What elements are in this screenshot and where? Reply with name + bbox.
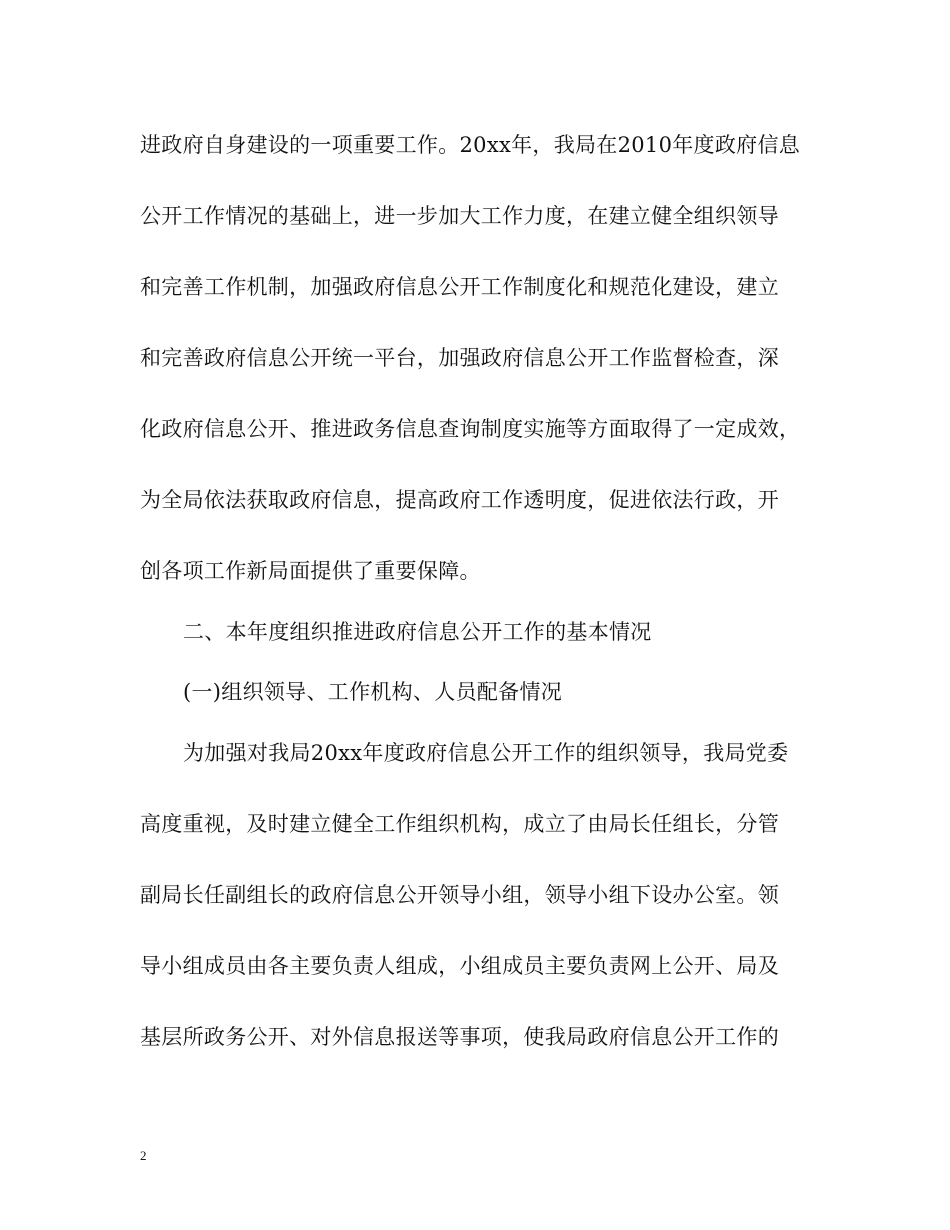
body-text-line: 和完善政府信息公开统一平台，加强政府信息公开工作监督检查，深 <box>140 346 779 370</box>
body-text-line: 创各项工作新局面提供了重要保障。 <box>140 559 481 583</box>
body-text-line: 导小组成员由各主要负责人组成，小组成员主要负责网上公开、局及 <box>140 954 779 978</box>
body-text-line: 化政府信息公开、推进政务信息查询制度实施等方面取得了一定成效， <box>140 417 801 441</box>
body-text-line: 基层所政务公开、对外信息报送等事项，使我局政府信息公开工作的 <box>140 1025 779 1049</box>
body-text-line: 为加强对我局20xx年度政府信息公开工作的组织领导，我局党委 <box>183 741 789 765</box>
body-text-line: 副局长任副组长的政府信息公开领导小组，领导小组下设办公室。领 <box>140 883 779 907</box>
page-number: 2 <box>140 1148 147 1163</box>
body-text-line: 高度重视，及时建立健全工作组织机构，成立了由局长任组长，分管 <box>140 812 779 836</box>
subsection-heading: (一)组织领导、工作机构、人员配备情况 <box>183 680 563 704</box>
body-text-line: 和完善工作机制，加强政府信息公开工作制度化和规范化建设，建立 <box>140 275 779 299</box>
body-text-line: 进政府自身建设的一项重要工作。20xx年，我局在2010年度政府信息 <box>140 133 801 157</box>
body-text-line: 公开工作情况的基础上，进一步加大工作力度，在建立健全组织领导 <box>140 204 779 228</box>
section-heading: 二、本年度组织推进政府信息公开工作的基本情况 <box>183 620 652 644</box>
body-text-line: 为全局依法获取政府信息，提高政府工作透明度，促进依法行政，开 <box>140 488 779 512</box>
